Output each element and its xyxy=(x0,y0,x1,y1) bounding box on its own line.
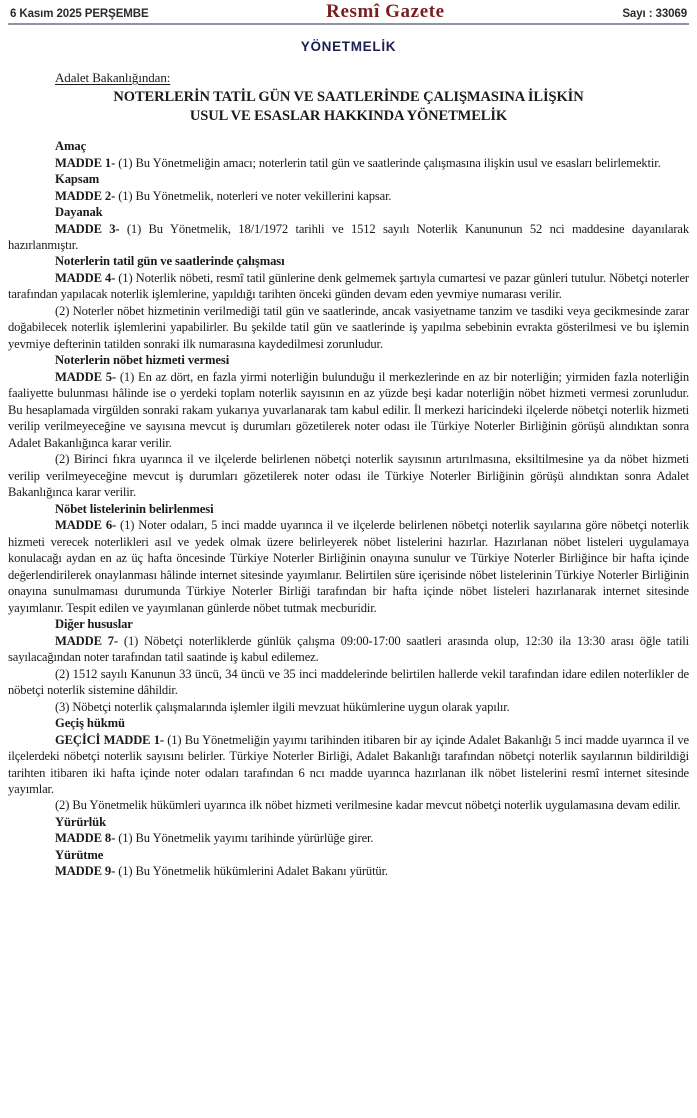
document-body xyxy=(8,138,689,880)
paragraph-text: (2) Noterler nöbet hizmetinin verilmediği tatil gün ve saatlerinde, ancak vasiyetname tanzim ve tasdiki veya gecikmesinde zarar doğabilecek noterlik işlemlerini yapabilirler. Bu şekilde tatil gün ve saatlerinde iş yapılma sebebinin evrakta gösterilmesi ve bu işlemin yevmiye defterinin tatilden sonraki ilk numarasına kaydedilmesi zorunludur. xyxy=(8,303,689,351)
section-paragraph xyxy=(8,188,689,204)
section-paragraph xyxy=(8,303,689,352)
issuer-line xyxy=(8,54,689,87)
paragraph-text: (1) Bu Yönetmelik hükümlerini Adalet Bakanı yürütür. xyxy=(115,864,388,879)
section-heading: Amaç xyxy=(55,139,87,154)
article-number: MADDE 9- xyxy=(55,864,116,879)
article-number: MADDE 3- xyxy=(55,221,120,236)
paragraph-text: (1) Bu Yönetmeliğin amacı; noterlerin tatil gün ve saatlerinde çalışmasına ilişkin usul ve esasları belirlemektir. xyxy=(115,155,661,170)
article-number: GEÇİCİ MADDE 1- xyxy=(55,732,164,747)
article-number: MADDE 5- xyxy=(55,369,116,384)
section-heading: Noterlerin nöbet hizmeti vermesi xyxy=(55,353,230,368)
section-heading: Geçiş hükmü xyxy=(55,716,125,731)
section-heading: Noterlerin tatil gün ve saatlerinde çalışması xyxy=(55,254,285,269)
section-heading: Yürütme xyxy=(55,847,104,862)
article-number: MADDE 2- xyxy=(55,188,116,203)
issuer-authority: Adalet Bakanlığından: xyxy=(55,70,171,85)
section-heading: Nöbet listelerinin belirlenmesi xyxy=(55,501,214,516)
article-number: MADDE 4- xyxy=(55,270,116,285)
paragraph-text: (1) Noter odaları, 5 inci madde uyarınca il ve ilçelerde belirlenen nöbetçi noterlik sayılarına göre nöbetçi noterlik hizmeti verecek noterlikleri asıl ve yedek olmak üzere belirleyerek nöbet listelerini hazırlar. Hazırlanan nöbet listeleri uygulamaya konulacağı aydan en az üç hafta öncesinde Türkiye Noterler Birliğinin onayına sunulur ve Türkiye Noterler Birliğince bir hafta içinde değerlendirilerek onaylanması hâlinde internet sitesinde yayımlanır. Belirtilen süre içerisinde nöbet listelerinin Türkiye Noterler Birliğinin onayına sunulmaması durumunda Türkiye Noterler Birliği tarafından bir hafta içinde nöbet listeleri hazırlanarak internet sitesinde yayımlanır. Tespit edilen ve yayımlanan günlerde nöbet tutmak mecburidir. xyxy=(8,518,689,615)
section-paragraph xyxy=(8,270,689,303)
masthead-divider xyxy=(8,23,689,25)
section-paragraph xyxy=(8,797,689,813)
section-paragraph xyxy=(8,666,689,699)
document-type-heading: YÖNETMELİK xyxy=(300,39,397,54)
article-number: MADDE 8- xyxy=(55,831,116,846)
section-paragraph xyxy=(8,863,689,879)
paragraph-text: (1) Noterlik nöbeti, resmî tatil günlerine denk gelmemek şartıyla cumartesi ve pazar günleri tutulur. Nöbetçi noterler tarafından yapılacak noterlik işlemlerine, yapıldığı tarihten önceki günden devam eden yevmiye numarası verilir. xyxy=(8,270,689,302)
paragraph-text: (1) Bu Yönetmeliğin yayımı tarihinden itibaren bir ay içinde Adalet Bakanlığı 5 inci madde uyarınca il ve ilçelerdeki nöbetçi noterlik sayısını belirler. Türkiye Noterler Birliği, Adalet Bakanlığı tarafından nöbetçi noterlik sayılarının bildirildiği tarihten itibaren iki hafta içinde noter odaları tarafından 6 ncı madde uyarınca hazırlanan ilk nöbet listelerini resmî internet sitesinde yayımlar. xyxy=(8,732,689,796)
section-paragraph xyxy=(8,699,689,715)
paragraph-text: (2) Bu Yönetmelik hükümleri uyarınca ilk nöbet hizmeti verilmesine kadar mevcut nöbetçi noterlik uygulamasına devam edilir. xyxy=(55,798,681,813)
section-paragraph xyxy=(8,451,689,500)
section-heading: Kapsam xyxy=(55,172,100,187)
paragraph-text: (1) En az dört, en fazla yirmi noterliğin bulunduğu il merkezlerinde en az bir noterliğin; yirmiden fazla noterliğin faaliyette bulunması hâlinde ise o yerdeki toplam noterlik sayısının en az yüzde beşi kadar noterliğin nöbet hizmeti vermesi zorunludur. Bu hesaplamada virgülden sonraki rakam yukarıya yuvarlanarak tam kabul edilir. İl merkezi haricindeki ilçelerde nöbetçi noterlik hizmeti verilip verilmeyeceğine ve sayısına mevcut iş durumları gözetilerek noter odası ile Türkiye Noterler Birliğinin görüşü alındıktan sonra Adalet Bakanlığınca karar verilir. xyxy=(8,369,689,450)
masthead xyxy=(8,0,689,21)
section-paragraph xyxy=(8,517,689,616)
section-heading: Diğer hususlar xyxy=(55,617,133,632)
paragraph-text: (1) Bu Yönetmelik yayımı tarihinde yürürlüğe girer. xyxy=(115,831,374,846)
section-paragraph xyxy=(8,633,689,666)
document-title-line-1: NOTERLERİN TATİL GÜN VE SAATLERİNDE ÇALIŞMASINA İLİŞKİN xyxy=(113,89,584,105)
paragraph-text: (2) Birinci fıkra uyarınca il ve ilçelerde belirlenen nöbetçi noterlik sayısının artırılmasına, eksiltilmesine ya da nöbet hizmeti verilip verilmeyeceğine mevcut iş durumları gözetilerek noter odası ile Türkiye Noterler Birliğinin görüşü alındıktan sonra Adalet Bakanlığınca karar verilir. xyxy=(8,452,689,500)
paragraph-text: (2) 1512 sayılı Kanunun 33 üncü, 34 üncü ve 35 inci maddelerinde belirtilen hallerde vekil tarafından idare edilen noterlikler de nöbetçi noterlik sistemine dâhildir. xyxy=(8,666,689,698)
document-title-line-2: USUL VE ESASLAR HAKKINDA YÖNETMELİK xyxy=(189,107,508,124)
masthead-date: 6 Kasım 2025 PERŞEMBE xyxy=(10,8,149,20)
masthead-issue-number: Sayı : 33069 xyxy=(622,8,687,20)
section-paragraph xyxy=(8,830,689,846)
paragraph-text: (1) Bu Yönetmelik, 18/1/1972 tarihli ve 1512 sayılı Noterlik Kanununun 52 nci maddesine dayanılarak hazırlanmıştır. xyxy=(8,221,689,252)
paragraph-text: (1) Nöbetçi noterliklerde günlük çalışma 09:00-17:00 saatleri arasında olup, 12:30 ila 13:30 arası öğle tatili sayılacağından noter tarafından tatil saatinde iş kabul edilemez. xyxy=(8,633,689,665)
masthead-title: Resmî Gazete xyxy=(326,1,445,22)
article-number: MADDE 6- xyxy=(55,518,117,533)
section-paragraph xyxy=(8,369,689,451)
section-paragraph xyxy=(8,732,689,798)
paragraph-text: (3) Nöbetçi noterlik çalışmalarında işlemler ilgili mevzuat hükümlerine uygun olarak yapılır. xyxy=(55,699,510,714)
section-heading: Dayanak xyxy=(55,205,103,220)
section-paragraph xyxy=(8,221,689,254)
section-paragraph xyxy=(8,155,689,171)
article-number: MADDE 7- xyxy=(55,633,118,648)
section-heading: Yürürlük xyxy=(55,814,106,829)
article-number: MADDE 1- xyxy=(55,155,116,170)
document-title xyxy=(20,88,677,125)
paragraph-text: (1) Bu Yönetmelik, noterleri ve noter vekillerini kapsar. xyxy=(115,188,392,203)
